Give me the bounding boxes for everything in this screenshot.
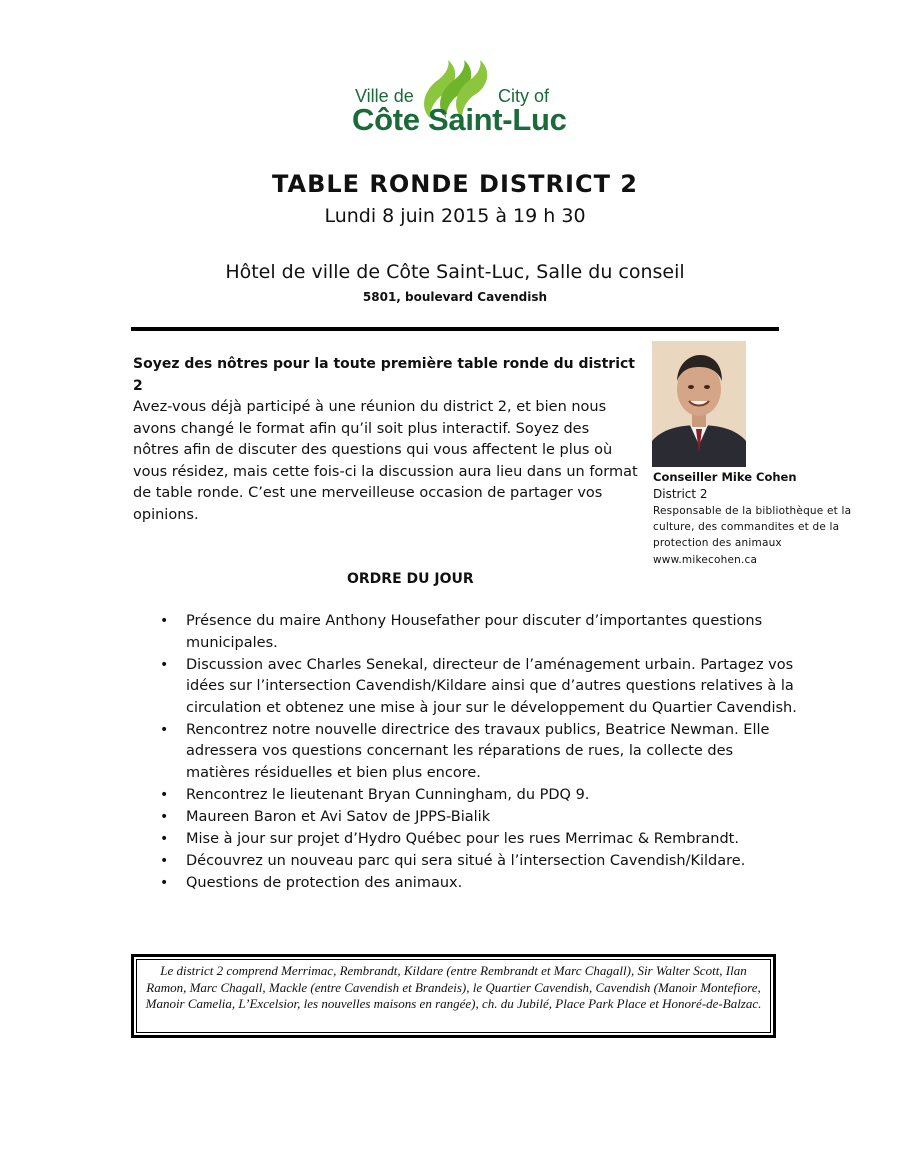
portrait-image bbox=[652, 341, 746, 467]
list-item bbox=[160, 873, 800, 895]
list-item bbox=[160, 611, 800, 654]
district-boundary-box bbox=[131, 954, 776, 1038]
list-item bbox=[160, 851, 800, 873]
list-item bbox=[160, 720, 800, 785]
list-item bbox=[160, 829, 800, 851]
councillor-role: Responsable de la bibliothèque et la culture, des commandites et de la protection des animaux bbox=[653, 505, 852, 549]
logo-french-label: Ville de bbox=[355, 86, 414, 106]
event-venue: Hôtel de ville de Côte Saint-Luc, Salle du conseil bbox=[225, 261, 685, 283]
agenda-item-text: Discussion avec Charles Senekal, directeur de l’aménagement urbain. Partagez vos idées sur l’intersection Cavendish/Kildare ainsi que d’autres questions relatives à la circulation et obtenez une mise à jour sur le développement du Quartier Cavendish. bbox=[186, 656, 797, 716]
agenda-title: ORDRE DU JOUR bbox=[347, 571, 474, 587]
councillor-website: www.mikecohen.ca bbox=[653, 554, 758, 566]
bullet-icon: • bbox=[160, 874, 169, 891]
bullet-icon: • bbox=[160, 808, 169, 825]
bullet-icon: • bbox=[160, 830, 169, 847]
logo-english-label: City of bbox=[498, 86, 550, 106]
event-date: Lundi 8 juin 2015 à 19 h 30 bbox=[324, 205, 586, 227]
councillor-name: Conseiller Mike Cohen bbox=[653, 470, 797, 484]
divider bbox=[131, 327, 779, 331]
bullet-icon: • bbox=[160, 656, 169, 673]
intro-section bbox=[133, 354, 638, 526]
intro-body: Avez-vous déjà participé à une réunion du district 2, et bien nous avons changé le format afin qu’il soit plus interactif. Soyez des nôtres afin de discuter des questions qui vous affectent le plus où vous résidez, mais cette fois-ci la discussion aura lieu dans un format de table ronde. C’est une merveilleuse occasion de partager vos opinions. bbox=[133, 399, 638, 523]
agenda-item-text: Présence du maire Anthony Housefather pour discuter d’importantes questions municipales. bbox=[186, 613, 763, 651]
list-item bbox=[160, 655, 800, 720]
bullet-icon: • bbox=[160, 613, 169, 629]
bullet-icon: • bbox=[160, 721, 169, 738]
agenda-item-text: Mise à jour sur projet d’Hydro Québec pour les rues Merrimac & Rembrandt. bbox=[186, 830, 739, 847]
councillor-photo bbox=[652, 341, 746, 467]
bullet-icon: • bbox=[160, 852, 169, 869]
list-item bbox=[160, 785, 800, 807]
councillor-district: District 2 bbox=[653, 487, 708, 501]
page-title: TABLE RONDE DISTRICT 2 bbox=[271, 170, 638, 198]
agenda-item-text: Questions de protection des animaux. bbox=[186, 874, 463, 891]
agenda-item-text: Maureen Baron et Avi Satov de JPPS-Bialik bbox=[186, 808, 491, 825]
city-logo bbox=[352, 58, 567, 140]
district-description: Le district 2 comprend Merrimac, Rembrandt, Kildare (entre Rembrandt et Marc Chagall), Sir Walter Scott, Ilan Ramon, Marc Chagall, Mackle (entre Cavendish et Brandeis), le Quartier Cavendish, Cavendish (Manoir Montefiore, Manoir Camelia, L’Excelsior, les nouvelles maisons en rangée), ch. du Jubilé, Place Park Place et Honoré-de-Balzac. bbox=[145, 963, 762, 1011]
agenda-item-text: Rencontrez notre nouvelle directrice des travaux publics, Beatrice Newman. Elle adressera vos questions concernant les réparations de rues, la collecte des matières résiduelles et bien plus encore. bbox=[186, 721, 770, 781]
logo-city-name: Côte Saint-Luc bbox=[352, 102, 567, 137]
agenda-item-text: Rencontrez le lieutenant Bryan Cunningham, du PDQ 9. bbox=[186, 786, 590, 803]
list-item bbox=[160, 807, 800, 829]
intro-heading: Soyez des nôtres pour la toute première table ronde du district 2 bbox=[133, 356, 635, 394]
agenda-item-text: Découvrez un nouveau parc qui sera situé à l’intersection Cavendish/Kildare. bbox=[186, 852, 746, 869]
bullet-icon: • bbox=[160, 786, 169, 803]
event-address: 5801, boulevard Cavendish bbox=[362, 290, 548, 304]
agenda-list bbox=[160, 611, 800, 895]
